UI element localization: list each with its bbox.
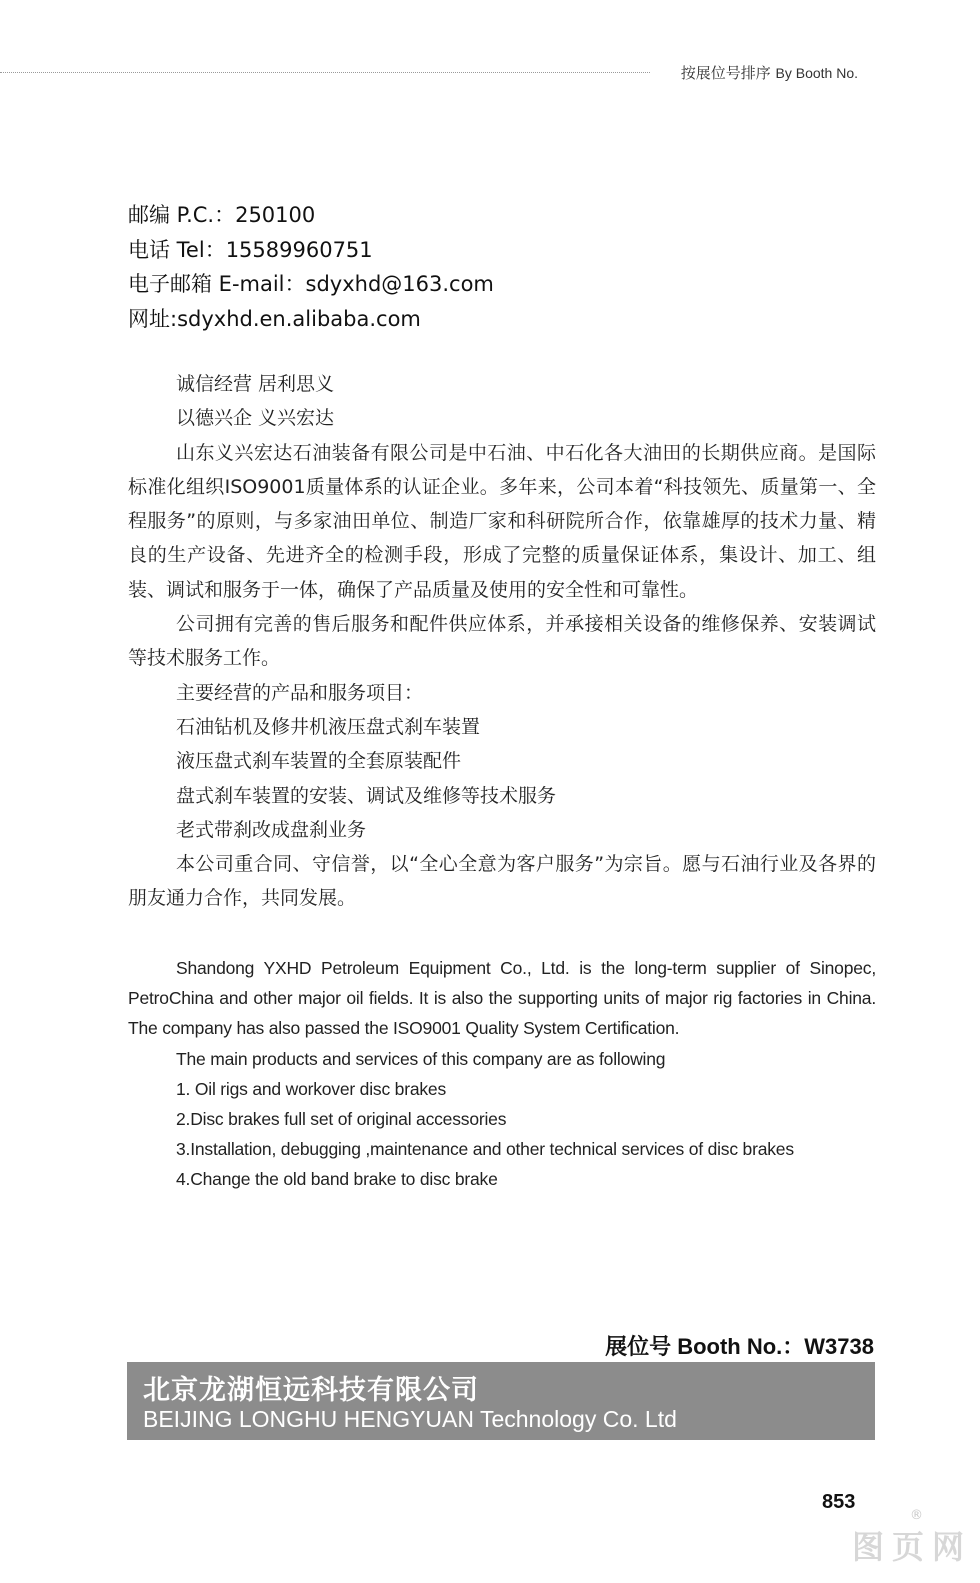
company-name-cn: 北京龙湖恒远科技有限公司 xyxy=(143,1375,479,1406)
chinese-introduction xyxy=(128,367,876,916)
company-name-banner xyxy=(127,1362,875,1440)
intro-paragraph-1: 山东义兴宏达石油装备有限公司是中石油、中石化各大油田的长期供应商。是国际标准化组织ISO9001质量体系的认证企业。多年来，公司本着“科技领先、质量第一、全程服务”的原则，与多家油田单位、制造厂家和科研院所合作，依靠雄厚的技术力量、精良的生产设备、先进齐全的检测手段，形成了完整的质量保证体系，集设计、加工、组装、调试和服务于一体，确保了产品质量及使用的安全性和可靠性。 xyxy=(128,441,876,601)
product-item-cn: 盘式刹车装置的安装、调试及维修等技术服务 xyxy=(176,784,557,807)
products-heading-en: The main products and services of this company are as following xyxy=(176,1048,666,1069)
product-item-cn: 石油钻机及修井机液压盘式刹车装置 xyxy=(176,715,481,738)
header-divider xyxy=(0,72,650,73)
booth-number: 展位号 Booth No.：W3738 xyxy=(605,1334,874,1359)
watermark-logo xyxy=(852,1508,977,1578)
header-label-en: By Booth No. xyxy=(775,65,858,81)
intro-paragraph-2: 公司拥有完善的售后服务和配件供应体系，并承接相关设备的维修保养、安装调试等技术服务工作。 xyxy=(128,613,876,670)
header-label-cn: 按展位号排序 xyxy=(680,64,771,82)
motto-line-2: 以德兴企 义兴宏达 xyxy=(176,407,335,430)
website[interactable]: 网址:sdyxhd.en.alibaba.com xyxy=(128,306,421,331)
product-item-en: 3.Installation, debugging ,maintenance and other technical services of disc brakes xyxy=(176,1139,794,1160)
postcode: 邮编 P.C.：250100 xyxy=(128,203,316,227)
page-number: 853 xyxy=(822,1491,856,1513)
product-item-en: 1. Oil rigs and workover disc brakes xyxy=(176,1078,446,1099)
product-item-cn: 老式带刹改成盘刹业务 xyxy=(176,818,367,841)
telephone: 电话 Tel：15589960751 xyxy=(128,237,373,262)
company-name-en: BEIJING LONGHU HENGYUAN Technology Co. Ltd xyxy=(143,1406,677,1432)
email[interactable]: 电子邮箱 E-mail：sdyxhd@163.com xyxy=(128,272,494,296)
product-item-en: 2.Disc brakes full set of original accessories xyxy=(176,1109,507,1130)
motto-line-1: 诚信经营 居利思义 xyxy=(176,373,335,395)
intro-paragraph-en: Shandong YXHD Petroleum Equipment Co., Ltd. is the long-term supplier of Sinopec, PetroChina and other major oil fields. It is also the supporting units of major rig factories in China. The company has also passed the ISO9001 Quality System Certification. xyxy=(128,958,876,1039)
products-heading-cn: 主要经营的产品和服务项目： xyxy=(176,681,424,704)
product-item-cn: 液压盘式刹车装置的全套原装配件 xyxy=(176,750,462,773)
contact-block xyxy=(128,198,494,336)
watermark-text: 图页网 xyxy=(852,1528,973,1566)
product-item-en: 4.Change the old band brake to disc brake xyxy=(176,1169,498,1190)
intro-paragraph-3: 本公司重合同、守信誉，以“全心全意为客户服务”为宗旨。愿与石油行业及各界的朋友通力合作，共同发展。 xyxy=(128,853,876,910)
english-introduction xyxy=(128,953,876,1195)
registered-mark: ® xyxy=(910,1508,923,1523)
header-sort-label xyxy=(681,62,858,83)
